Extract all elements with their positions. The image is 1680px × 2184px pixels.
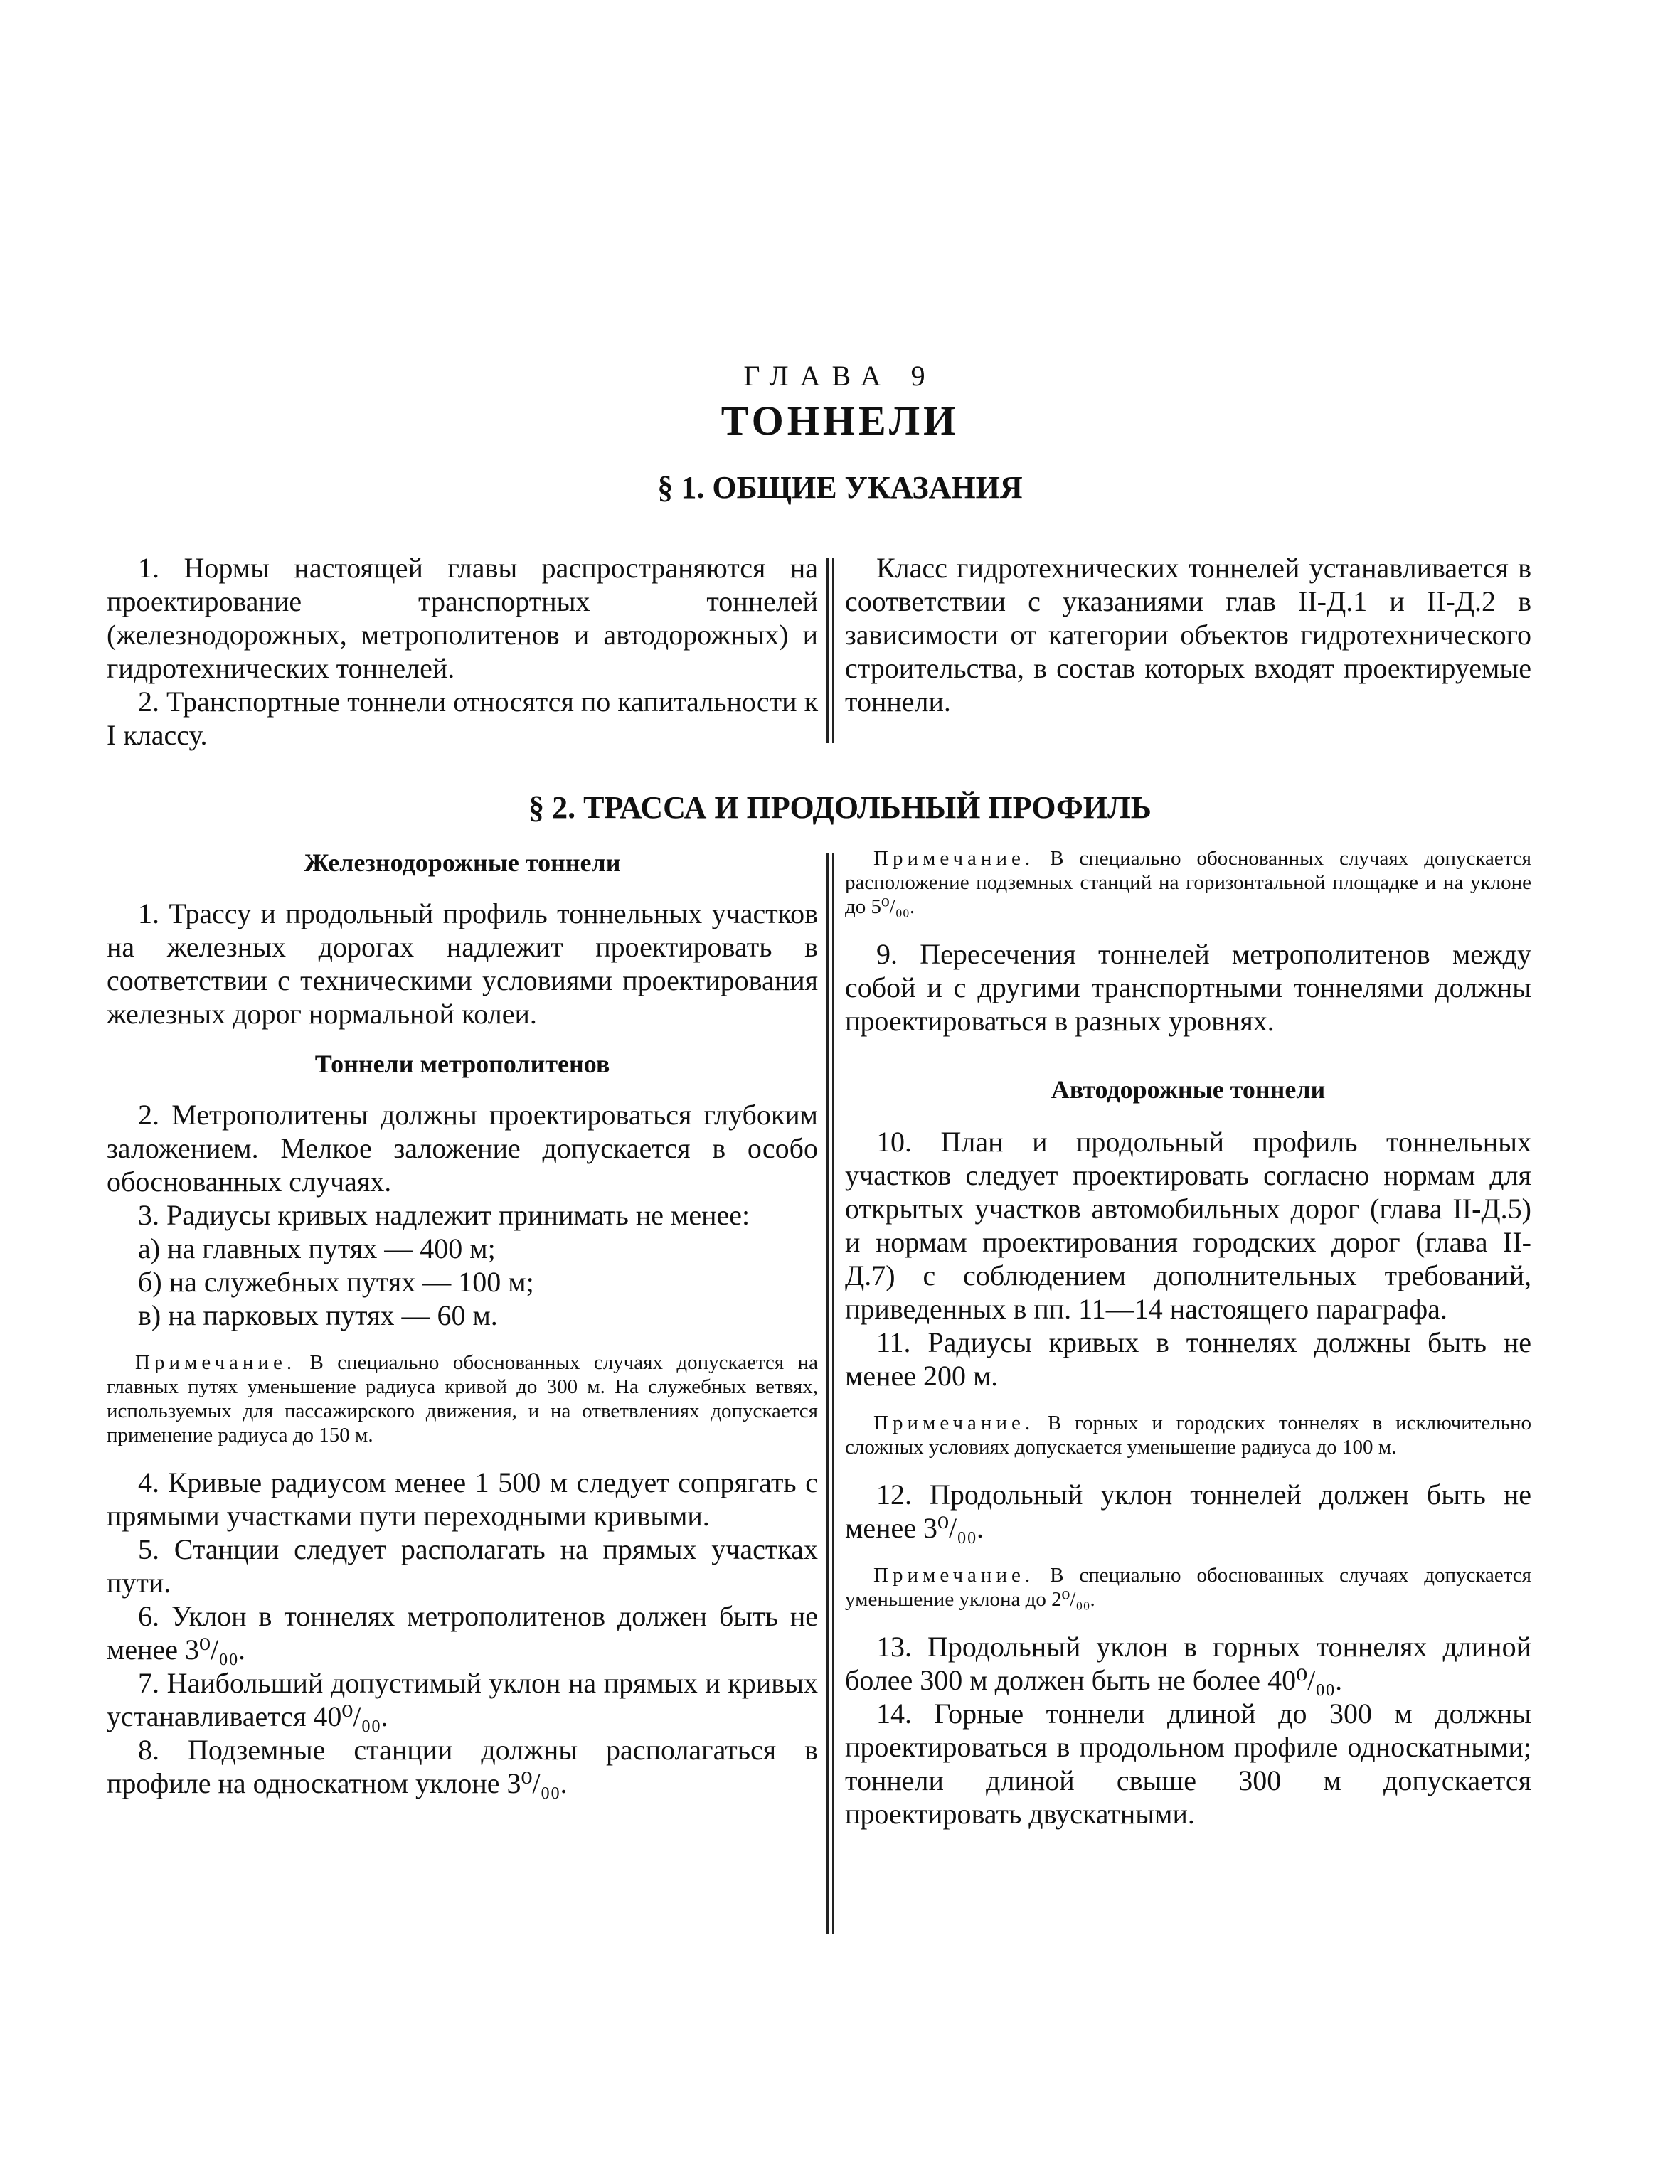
paragraph: 2. Транспортные тоннели относятся по капитальности к I классу. — [107, 686, 818, 751]
note-text: В специально обоснованных случаях допускается уменьшение уклона до 2⁰/₀₀. — [845, 1564, 1531, 1611]
column-divider — [832, 558, 834, 743]
subheading-railway: Железнодорожные тоннели — [304, 848, 621, 877]
list-item: б) на служебных путях — 100 м; — [138, 1266, 534, 1298]
paragraph: 6. Уклон в тоннелях метрополитенов должен быть не менее 3⁰/₀₀. — [107, 1600, 818, 1666]
chapter-label: ГЛАВА 9 — [743, 360, 937, 392]
paragraph: 10. План и продольный профиль тоннельных участков следует проектировать согласно нормам для открытых участков автомобильных дорог (глава II-Д.5) и нормам проектирования городских дорог (глава II-Д.7) с соблюдением дополнительных требований, приведенных в пп. 11—14 настоящего параграфа. — [845, 1126, 1531, 1325]
note-label: Примечание. — [135, 1351, 297, 1374]
paragraph: 8. Подземные станции должны располагаться в профиле на односкатном уклоне 3⁰/₀₀. — [107, 1734, 818, 1799]
section-2-left-column — [107, 846, 818, 1800]
paragraph: 2. Метрополитены должны проектироваться глубоким заложением. Мелкое заложение допускается в особо обоснованных случаях. — [107, 1099, 818, 1198]
note — [845, 846, 1531, 919]
section-2-heading: § 2. ТРАССА И ПРОДОЛЬНЫЙ ПРОФИЛЬ — [528, 790, 1152, 825]
paragraph: 12. Продольный уклон тоннелей должен быть не менее 3⁰/₀₀. — [845, 1479, 1531, 1544]
note-text: В специально обоснованных случаях допускается расположение подземных станций на горизонтальной площадке и на уклоне до 5⁰/₀₀. — [845, 847, 1531, 918]
paragraph: 5. Станции следует располагать на прямых участках пути. — [107, 1533, 818, 1599]
section-2-right-column — [845, 846, 1531, 1831]
section-1-left-column — [107, 551, 818, 752]
section-1-heading: § 1. ОБЩИЕ УКАЗАНИЯ — [657, 470, 1023, 505]
note-text: В горных и городских тоннелях в исключительно сложных условиях допускается уменьшение радиуса до 100 м. — [845, 1412, 1531, 1459]
list-item: в) на парковых путях — 60 м. — [138, 1299, 498, 1331]
chapter-title: ТОННЕЛИ — [721, 398, 959, 444]
note-text: В специально обоснованных случаях допускается на главных путях уменьшение радиуса кривой до 300 м. На служебных ветвях, используемых для пассажирского движения, и на ответвлениях допускается применение радиуса до 150 м. — [107, 1351, 818, 1447]
note — [845, 1563, 1531, 1612]
column-divider — [826, 853, 829, 1934]
paragraph: 13. Продольный уклон в горных тоннелях длиной более 300 м должен быть не более 40⁰/₀₀. — [845, 1631, 1531, 1696]
note-label: Примечание. — [873, 1564, 1035, 1587]
paragraph: 7. Наибольший допустимый уклон на прямых и кривых устанавливается 40⁰/₀₀. — [107, 1667, 818, 1732]
paragraph: 1. Трассу и продольный профиль тоннельных участков на железных дорогах надлежит проектировать в соответствии с техническими условиями проектирования железных дорог нормальной колеи. — [107, 897, 818, 1030]
note-label: Примечание. — [873, 847, 1035, 870]
note — [107, 1351, 818, 1447]
section-1-right-column — [845, 551, 1531, 718]
list-item: а) на главных путях — 400 м; — [138, 1232, 496, 1264]
column-divider — [832, 853, 834, 1934]
paragraph: 9. Пересечения тоннелей метрополитенов между собой и с другими транспортными тоннелями должны проектироваться в разных уровнях. — [845, 938, 1531, 1037]
note-label: Примечание. — [873, 1412, 1035, 1434]
paragraph: Класс гидротехнических тоннелей устанавливается в соответствии с указаниями глав II-Д.1 и II-Д.2 в зависимости от категории объектов гидротехнического строительства, в состав которых входят проектируемые тоннели. — [845, 552, 1531, 718]
paragraph: 11. Радиусы кривых в тоннелях должны быть не менее 200 м. — [845, 1326, 1531, 1392]
subheading-road: Автодорожные тоннели — [1051, 1075, 1326, 1104]
note — [845, 1411, 1531, 1459]
paragraph: 3. Радиусы кривых надлежит принимать не менее: — [138, 1199, 750, 1231]
column-divider — [826, 558, 829, 743]
subheading-metro: Тоннели метрополитенов — [314, 1050, 610, 1078]
paragraph: 4. Кривые радиусом менее 1 500 м следует сопрягать с прямыми участками пути переходными кривыми. — [107, 1466, 818, 1532]
paragraph: 14. Горные тоннели длиной до 300 м должны проектироваться в продольном профиле односкатными; тоннели длиной свыше 300 м допускается проектировать двускатными. — [845, 1698, 1531, 1830]
paragraph: 1. Нормы настоящей главы распространяются на проектирование транспортных тоннелей (железнодорожных, метрополитенов и автодорожных) и гидротехнических тоннелей. — [107, 552, 818, 684]
